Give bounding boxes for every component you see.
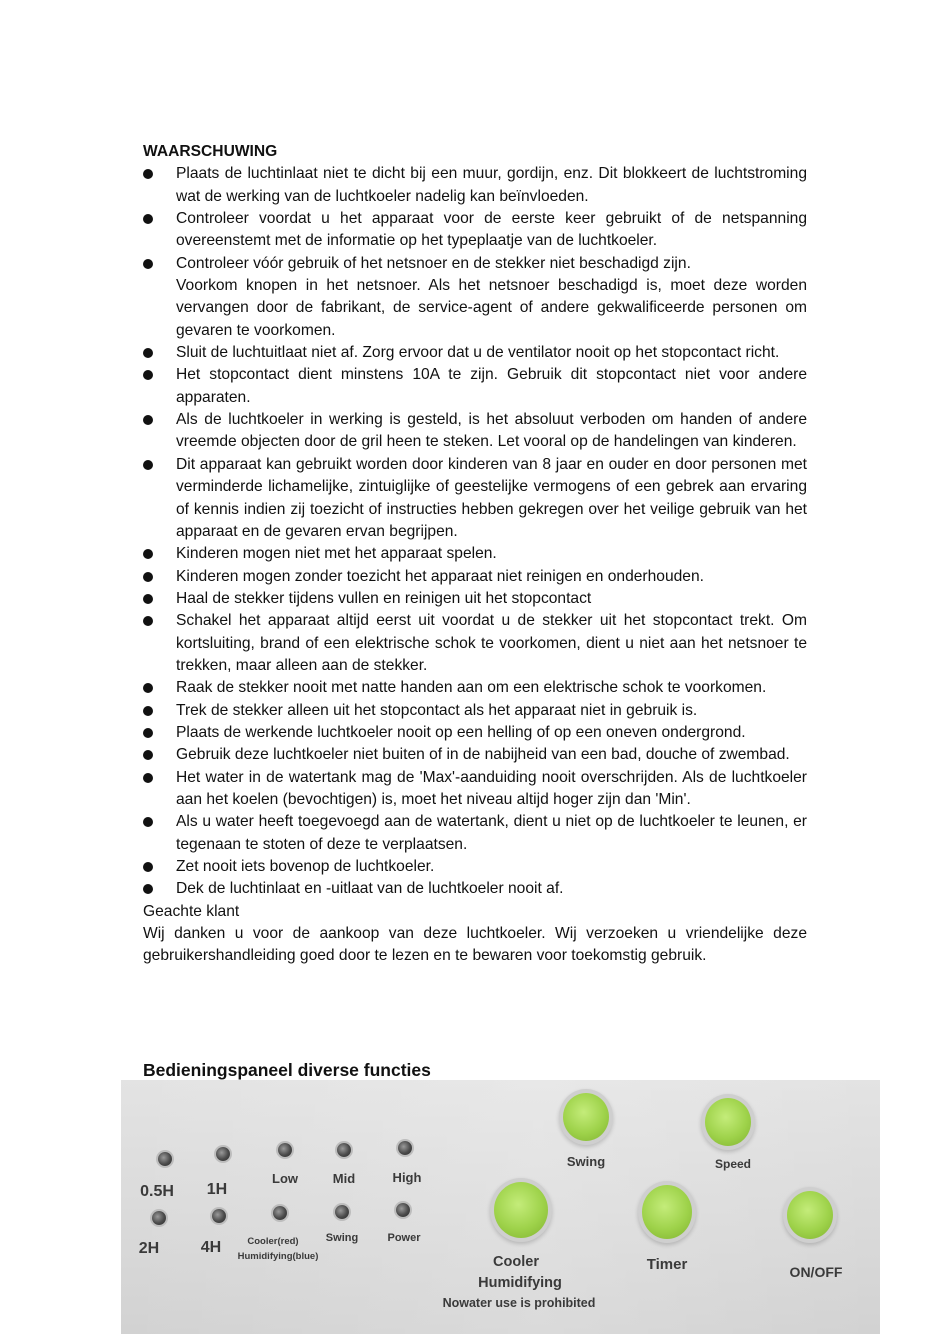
bullet-icon <box>143 706 153 716</box>
swing-button-label: Swing <box>566 1154 606 1169</box>
bullet-icon <box>143 370 153 380</box>
warning-item <box>143 566 807 588</box>
warning-item-text: Zet nooit iets bovenop de luchtkoeler. <box>176 858 435 875</box>
timer-05h-led <box>158 1152 172 1166</box>
warning-item-text: Voorkom knopen in het netsnoer. Als het netsnoer beschadigd is, moet deze worden vervangen door de fabrikant, de service-agent of andere gekwalificeerde personen om gevaren te voorkomen. <box>176 277 807 339</box>
power-led <box>396 1203 410 1217</box>
timer-1h-label: 1H <box>206 1181 228 1198</box>
warning-item-text: Controleer vóór gebruik of het netsnoer en de stekker niet beschadigd zijn. <box>176 254 691 272</box>
timer-button[interactable] <box>642 1185 692 1239</box>
humidifying-button-label: Humidifying <box>478 1275 562 1291</box>
bullet-icon <box>143 683 153 693</box>
power-led-label: Power <box>387 1232 421 1244</box>
timer-1h-led <box>216 1147 230 1161</box>
bullet-icon <box>143 750 153 760</box>
bullet-icon <box>143 214 153 224</box>
bullet-icon <box>143 259 153 269</box>
bullet-icon <box>143 169 153 179</box>
warning-item-text: Controleer voordat u het apparaat voor de eerste keer gebruikt of de netspanning overeenstemt met de informatie op het typeplaatje van de luchtkoeler. <box>176 210 807 250</box>
warning-item-text: Haal de stekker tijdens vullen en reinigen uit het stopcontact <box>176 589 592 607</box>
warning-item <box>143 253 807 342</box>
warning-item <box>143 454 807 543</box>
control-panel-photo <box>121 1080 880 1334</box>
warning-item <box>143 677 807 699</box>
warning-section <box>143 141 807 968</box>
warning-item-text: Het water in de watertank mag de 'Max'-aanduiding nooit overschrijden. Als de luchtkoeler aan het koelen (bevochtigen) is, moet het niveau altijd hoger zijn dan 'Min'. <box>176 768 807 808</box>
warning-item <box>143 610 807 677</box>
swing-button[interactable] <box>563 1093 609 1141</box>
timer-2h-led <box>152 1211 166 1225</box>
onoff-button[interactable] <box>787 1191 833 1239</box>
bullet-icon <box>143 415 153 425</box>
bullet-icon <box>143 817 153 827</box>
warning-item <box>143 722 807 744</box>
speed-high-label: High <box>392 1170 422 1185</box>
bullet-icon <box>143 549 153 559</box>
warning-item-text: Het stopcontact dient minstens 10A te zijn. Gebruik dit stopcontact niet voor andere apparaten. <box>176 366 807 406</box>
warning-item-text: Als de luchtkoeler in werking is gesteld, is het absoluut verboden om handen of andere vreemde objecten door de gril heen te steken. Let vooral op de handelingen van kinderen. <box>176 411 807 451</box>
warning-item <box>143 342 807 364</box>
warning-list <box>143 163 807 900</box>
bullet-icon <box>143 572 153 582</box>
speed-button[interactable] <box>705 1098 751 1146</box>
warning-item-text: Dek de luchtinlaat en -uitlaat van de luchtkoeler nooit af. <box>176 880 564 898</box>
greeting: Geachte klant <box>143 902 240 920</box>
warning-item <box>143 208 807 253</box>
timer-4h-label: 4H <box>200 1239 222 1256</box>
panel-section-title: Bedieningspaneel diverse functies <box>143 1060 431 1080</box>
warning-item <box>143 543 807 565</box>
timer-4h-led <box>212 1209 226 1223</box>
speed-low-label: Low <box>272 1171 298 1186</box>
swing-led <box>335 1205 349 1219</box>
bullet-icon <box>143 616 153 626</box>
warning-item <box>143 744 807 766</box>
warning-item <box>143 163 807 208</box>
cooler-humidifying-button[interactable] <box>494 1182 548 1238</box>
speed-high-led <box>398 1141 412 1155</box>
warning-item-text: Kinderen mogen niet met het apparaat spelen. <box>176 545 497 563</box>
bullet-icon <box>143 773 153 783</box>
warning-item <box>143 409 807 454</box>
cooler-button-label: Cooler <box>493 1254 539 1270</box>
speed-mid-led <box>337 1143 351 1157</box>
warning-item <box>143 767 807 812</box>
cooler-red-label: Cooler(red) <box>247 1236 299 1247</box>
bullet-icon <box>143 862 153 872</box>
nowater-warning-label: Nowater use is prohibited <box>442 1296 596 1310</box>
warning-item <box>143 700 807 722</box>
warning-item <box>143 588 807 610</box>
warning-item <box>143 811 807 856</box>
warning-item-text: Sluit de luchtuitlaat niet af. Zorg ervoor dat u de ventilator nooit op het stopcontact richt. <box>176 344 780 362</box>
intro-paragraph: Wij danken u voor de aankoop van deze luchtkoeler. Wij verzoeken u vriendelijke deze gebruikershandleiding goed door te lezen en te bewaren voor toekomstig gebruik. <box>143 925 807 965</box>
warning-item <box>143 364 807 409</box>
warning-item-text: Dit apparaat kan gebruikt worden door kinderen van 8 jaar en ouder en door personen met verminderde lichamelijke, zintuiglijke of geestelijke vermogens of een gebrek aan ervaring of kennis indien zij toezicht of instructies hebben gekregen over het veilige gebruik van het apparaat en de gevaren ervan begrijpen. <box>176 455 807 540</box>
bullet-icon <box>143 728 153 738</box>
warning-item-text: Plaats de luchtinlaat niet te dicht bij een muur, gordijn, enz. Dit blokkeert de luchtstroming wat de werking van de luchtkoeler nadelig kan beïnvloeden. <box>176 165 807 205</box>
warning-item-text: Plaats de werkende luchtkoeler nooit op een helling of op een oneven ondergrond. <box>176 723 746 741</box>
speed-mid-label: Mid <box>332 1171 356 1186</box>
swing-led-label: Swing <box>325 1232 359 1244</box>
cooler-humidifying-led <box>273 1206 287 1220</box>
speed-button-label: Speed <box>714 1157 752 1171</box>
warning-item-text: Raak de stekker nooit met natte handen aan om een elektrische schok te voorkomen. <box>176 679 767 697</box>
timer-button-label: Timer <box>646 1256 688 1273</box>
bullet-icon <box>143 884 153 894</box>
warning-item-text: Kinderen mogen zonder toezicht het apparaat niet reinigen en onderhouden. <box>176 567 704 585</box>
warning-item <box>143 856 807 878</box>
humidifying-blue-label: Humidifying(blue) <box>237 1251 319 1262</box>
warning-heading: WAARSCHUWING <box>143 143 278 160</box>
warning-item <box>143 878 807 900</box>
speed-low-led <box>278 1143 292 1157</box>
bullet-icon <box>143 348 153 358</box>
warning-item-text: Schakel het apparaat altijd eerst uit voordat u de stekker uit het stopcontact trekt. Om kortsluiting, brand of een elektrische schok te voorkomen, dient u niet aan het netsnoer te trekken, maar alleen aan de stekker. <box>176 612 807 674</box>
onoff-button-label: ON/OFF <box>789 1264 843 1280</box>
bullet-icon <box>143 594 153 604</box>
timer-2h-label: 2H <box>138 1240 160 1257</box>
warning-item-text: Als u water heeft toegevoegd aan de watertank, dient u niet op de luchtkoeler te leunen, er tegenaan te stoten of deze te verplaatsen. <box>176 813 807 853</box>
warning-item-text: Gebruik deze luchtkoeler niet buiten of in de nabijheid van een bad, douche of zwembad. <box>176 746 790 764</box>
bullet-icon <box>143 460 153 470</box>
warning-item-text: Trek de stekker alleen uit het stopcontact als het apparaat niet in gebruik is. <box>176 701 698 719</box>
timer-05h-label: 0.5H <box>140 1183 174 1200</box>
